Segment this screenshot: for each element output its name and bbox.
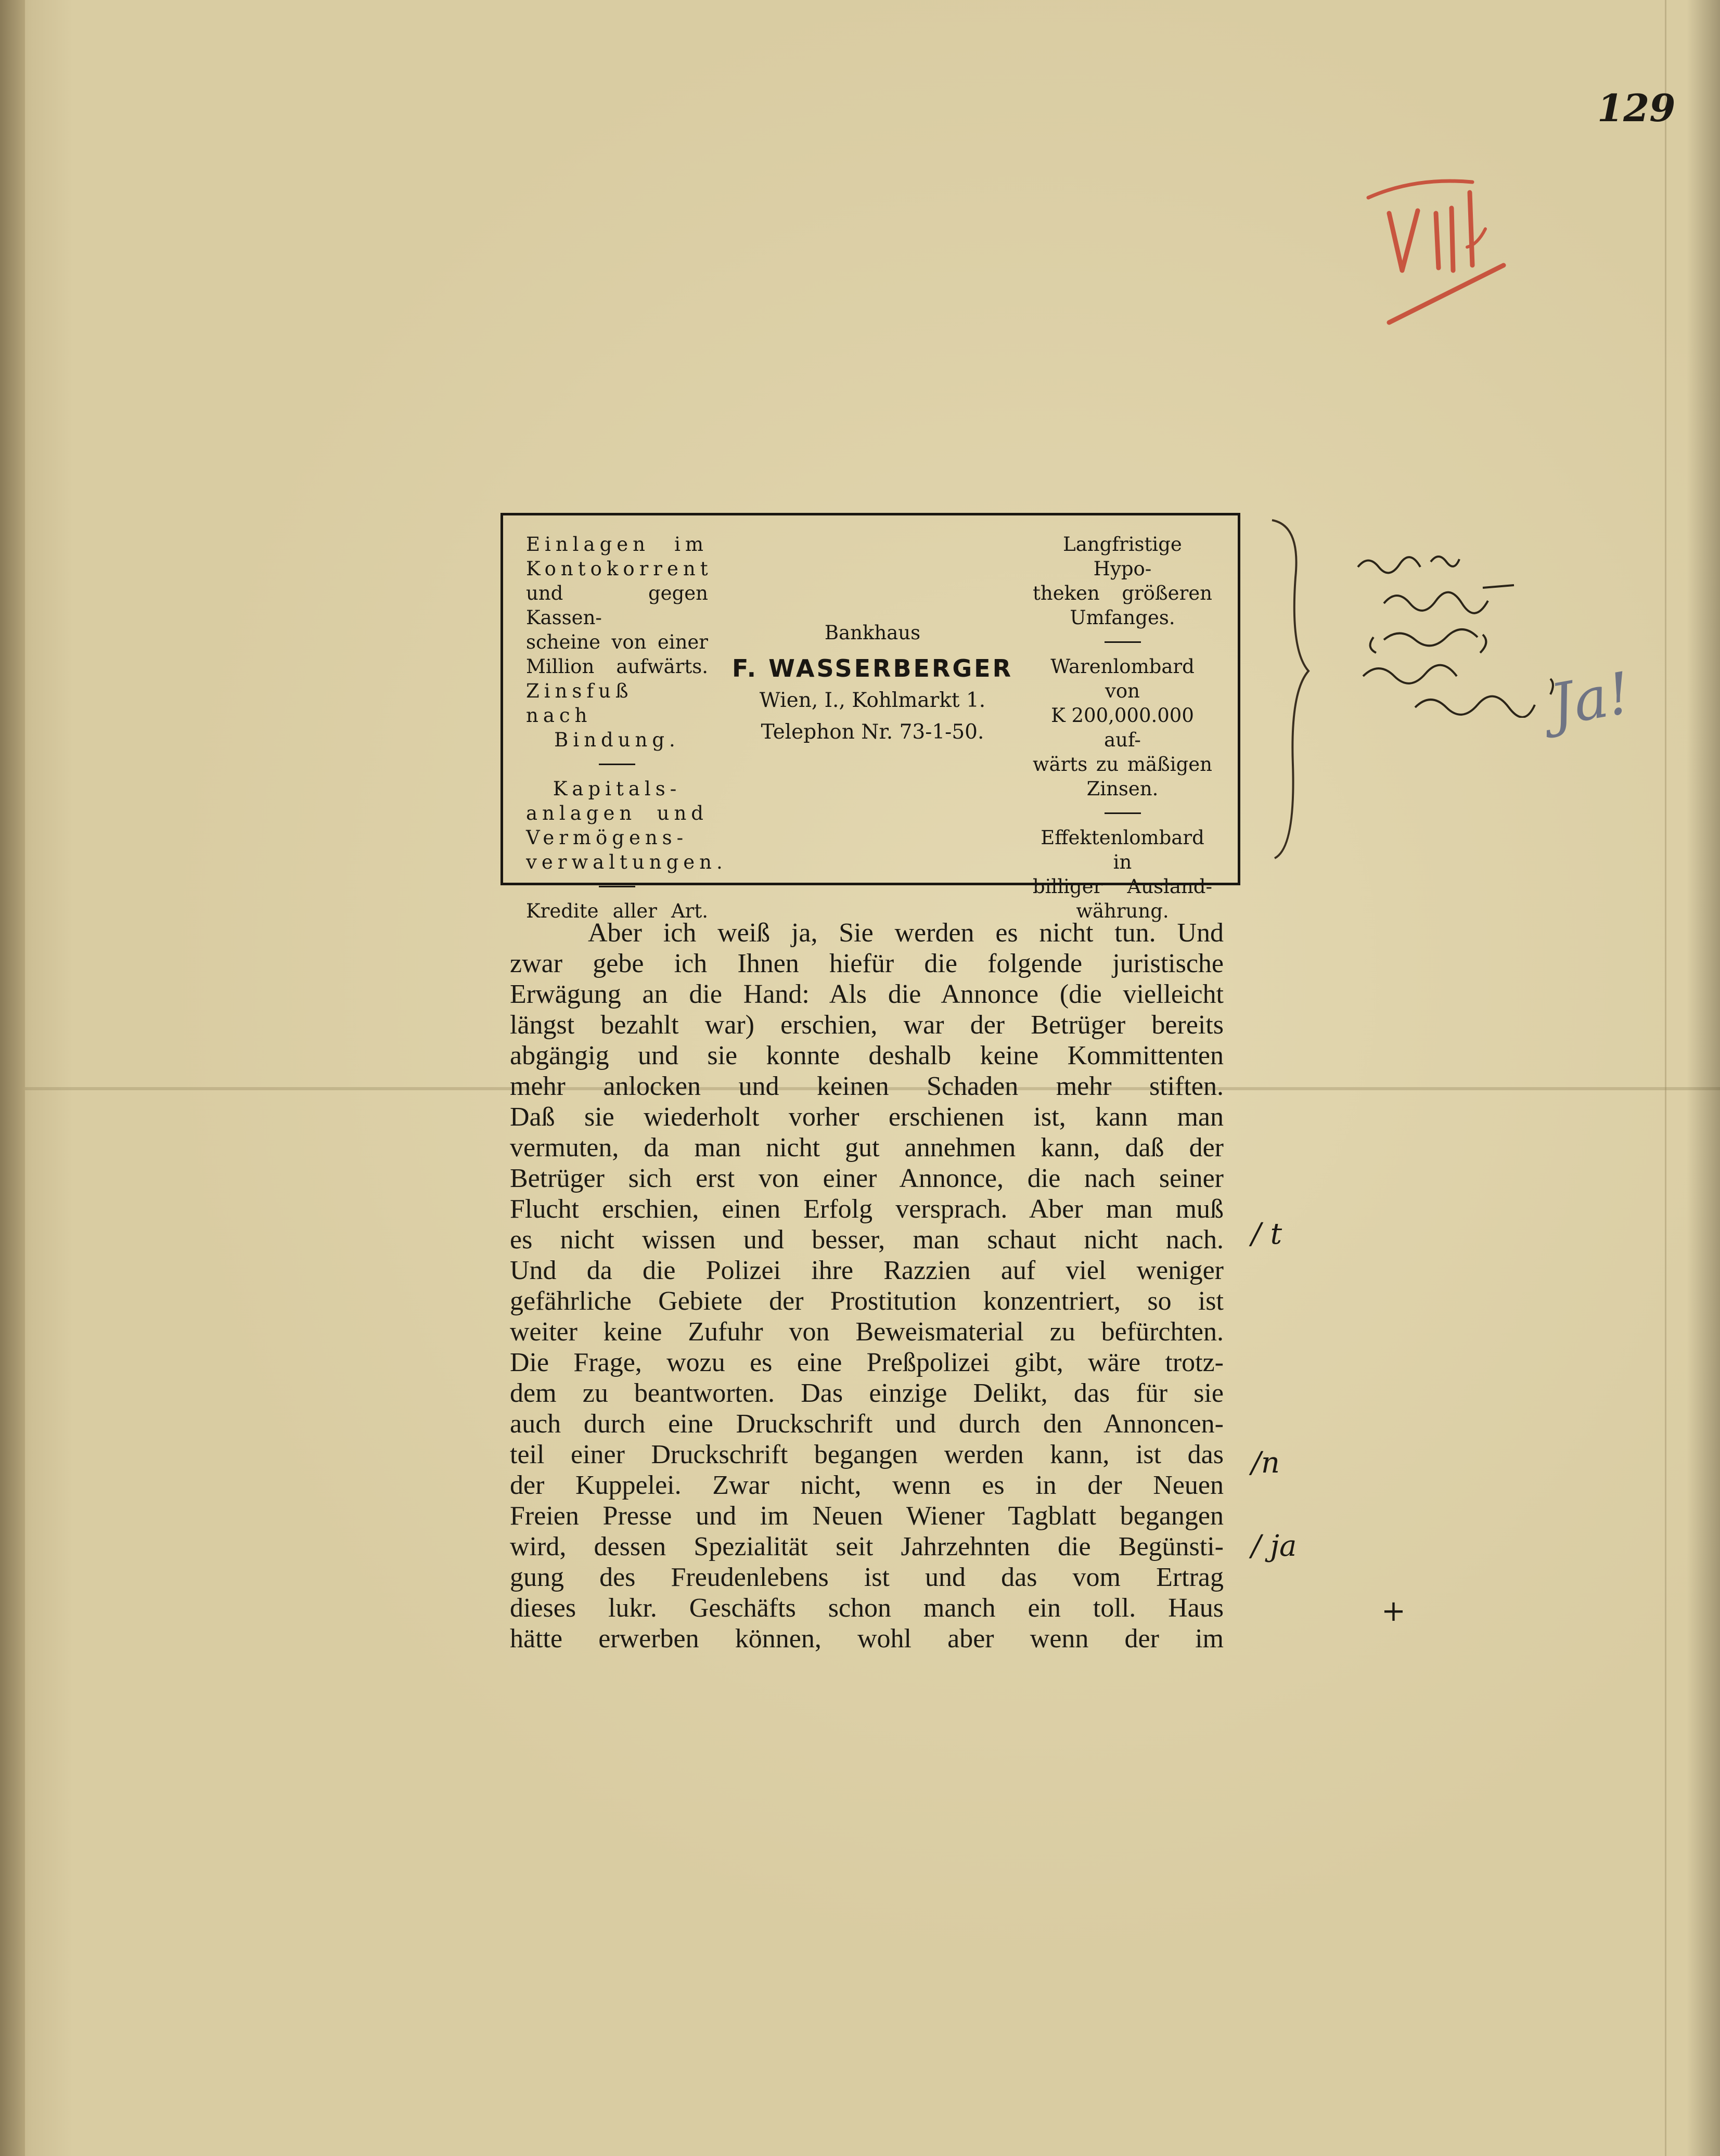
ad-text: Kredite aller Art. [526, 900, 708, 922]
body-line: mehr anlocken und keinen Schaden mehr stiften. [510, 1071, 1224, 1101]
ad-text: billiger Ausland- [1033, 875, 1212, 898]
body-line: Betrüger sich erst von einer Annonce, die nach seiner [510, 1164, 1224, 1193]
body-line: es nicht wissen und besser, man schaut nicht nach. [510, 1225, 1224, 1255]
body-line: Freien Presse und im Neuen Wiener Tagblatt begangen [510, 1501, 1224, 1531]
ad-text: Bindung. [554, 729, 680, 751]
fold-line-vertical [1665, 0, 1666, 2156]
body-line: der Kuppelei. Zwar nicht, wenn es in der Neuen [510, 1470, 1224, 1500]
body-line: gung des Freudenlebens ist und das vom Ertrag [510, 1563, 1224, 1592]
ad-text: währung. [1076, 900, 1169, 922]
ad-text: Einlagen im [526, 533, 708, 556]
body-line: Aber ich weiß ja, Sie werden es nicht tun. Und [588, 918, 1224, 948]
ad-text: Zinsen. [1086, 778, 1159, 800]
ad-divider [1105, 812, 1141, 814]
body-line: längst bezahlt war) erschien, war der Betrüger bereits [510, 1010, 1224, 1040]
ad-text: Langfristige Hypo- [1063, 533, 1182, 580]
ad-address: Wien, I., Kohlmarkt 1. [759, 689, 986, 712]
body-line: wird, dessen Spezialität seit Jahrzehnten die Begünsti- [510, 1532, 1224, 1561]
body-line: Und da die Polizei ihre Razzien auf viel weniger [510, 1256, 1224, 1285]
ad-divider [1105, 641, 1141, 643]
ad-text: Effektenlombard in [1041, 827, 1204, 873]
bank-advertisement [500, 513, 1240, 922]
ad-divider [599, 764, 635, 765]
body-line: teil einer Druckschrift begangen werden kann, ist das [510, 1440, 1224, 1469]
ad-text: verwaltungen. [526, 851, 727, 873]
ad-center-column [727, 532, 1018, 744]
ad-text: Warenlombard von [1050, 655, 1195, 702]
ad-text: Umfanges. [1070, 606, 1175, 629]
ad-text: anlagen und [526, 802, 708, 824]
margin-mark: / ja [1251, 1529, 1297, 1563]
page-number: 129 [1597, 86, 1676, 130]
ad-text: Kontokorrent [526, 558, 713, 580]
body-line: zwar gebe ich Ihnen hiefür die folgende juristische [510, 949, 1224, 978]
article-body [510, 918, 1224, 1654]
ad-text: Vermögens- [526, 827, 688, 849]
body-line: weiter keine Zufuhr von Beweismaterial zu befürchten. [510, 1317, 1224, 1347]
handwritten-brace [1264, 515, 1321, 863]
ad-right-column [1033, 532, 1212, 923]
body-line: Die Frage, wozu es eine Preßpolizei gibt, wäre trotz- [510, 1348, 1224, 1377]
body-line: vermuten, da man nicht gut annehmen kann, daß der [510, 1133, 1224, 1163]
ad-bank-label: Bankhaus [824, 622, 921, 644]
ad-text: Million aufwärts. [526, 655, 708, 678]
ad-divider [599, 886, 635, 887]
ad-text: und gegen Kassen- [526, 582, 708, 629]
ad-left-column [526, 532, 727, 923]
margin-mark: + [1381, 1594, 1406, 1628]
ad-bank-name: F. WASSERBERGER [732, 654, 1013, 682]
margin-mark: / t [1251, 1217, 1282, 1251]
ad-text: scheine von einer [526, 631, 708, 653]
body-line: dem zu beantworten. Das einzige Delikt, das für sie [510, 1378, 1224, 1408]
margin-mark: /n [1251, 1446, 1280, 1480]
red-pencil-roman-mark [1353, 166, 1514, 333]
ad-text: wärts zu mäßigen [1033, 753, 1212, 776]
body-line: Daß sie wiederholt vorher erschienen ist, kann man [510, 1102, 1224, 1132]
body-line: Erwägung an die Hand: Als die Annonce (die vielleicht [510, 979, 1224, 1009]
body-line: hätte erwerben können, wohl aber wenn der im [510, 1624, 1224, 1654]
body-line: dieses lukr. Geschäfts schon manch ein toll. Haus [510, 1593, 1224, 1623]
ad-text: Kapitals- [553, 778, 682, 800]
ad-text: theken größeren [1033, 582, 1212, 604]
margin-note-ja: Ja! [1545, 659, 1636, 739]
body-line: abgängig und sie konnte deshalb keine Kommittenten [510, 1041, 1224, 1070]
body-line: auch durch eine Druckschrift und durch den Annoncen- [510, 1409, 1224, 1439]
ad-text: K 200,000.000 auf- [1051, 704, 1194, 751]
body-line: Flucht erschien, einen Erfolg versprach. Aber man muß [510, 1194, 1224, 1224]
ad-telephone: Telephon Nr. 73-1-50. [761, 720, 984, 744]
body-line: gefährliche Gebiete der Prostitution konzentriert, so ist [510, 1286, 1224, 1316]
ad-text: Zinsfuß nach [526, 680, 633, 727]
